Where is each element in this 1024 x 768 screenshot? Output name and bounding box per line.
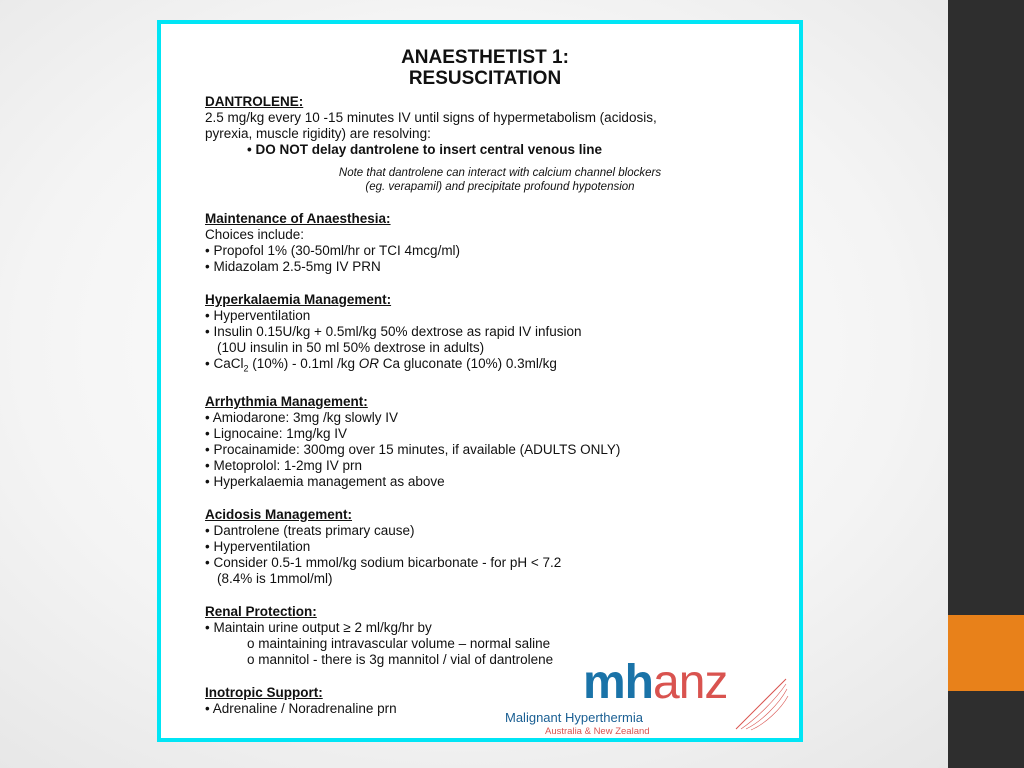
list-item: • Dantrolene (treats primary cause) [205, 522, 415, 538]
cacl-dose: (10%) - 0.1ml /kg [248, 356, 359, 371]
dantrolene-heading: DANTROLENE: [205, 94, 304, 109]
list-item-continuation: (10U insulin in 50 ml 50% dextrose in adults) [217, 340, 485, 355]
dantrolene-note [205, 166, 765, 194]
logo-region: Australia & New Zealand [545, 726, 650, 737]
list-item: • Consider 0.5-1 mmol/kg sodium bicarbonate - for pH < 7.2 [205, 554, 562, 570]
orange-accent-block [948, 615, 1024, 691]
note-line-1: Note that dantrolene can interact with calcium channel blockers [338, 167, 662, 179]
or-text: OR [358, 356, 380, 371]
page-title [205, 47, 765, 89]
list-item: • Propofol 1% (30-50ml/hr or TCI 4mcg/ml) [205, 243, 461, 258]
sub-list-item: o mannitol - there is 3g mannitol / vial of dantrolene [247, 651, 554, 667]
hyperkalaemia-heading: Hyperkalaemia Management: [205, 292, 392, 307]
logo-name: Malignant Hyperthermia [505, 710, 644, 725]
inotropic-heading: Inotropic Support: [205, 684, 323, 700]
feather-icon [731, 674, 791, 734]
list-item: • Hyperventilation [205, 538, 311, 554]
dantrolene-line-2: pyrexia, muscle rigidity) are resolving: [205, 126, 431, 141]
logo-wordmark [583, 658, 727, 708]
list-item: • Amiodarone: 3mg /kg slowly IV [205, 409, 399, 425]
list-item: • Procainamide: 300mg over 15 minutes, if available (ADULTS ONLY) [205, 441, 621, 457]
list-item-cacl2 [205, 356, 765, 377]
acidosis-heading: Acidosis Management: [205, 506, 353, 522]
protocol-document [205, 47, 765, 717]
list-item-continuation: (8.4% is 1mmol/ml) [217, 570, 333, 586]
gluconate-dose: Ca gluconate (10%) 0.3ml/kg [379, 356, 557, 371]
title-line-1: ANAESTHETIST 1: [401, 47, 569, 68]
list-item: • Metoprolol: 1-2mg IV prn [205, 457, 363, 473]
protocol-card [157, 20, 803, 742]
logo-anz: anz [653, 656, 728, 709]
list-item: • Insulin 0.15U/kg + 0.5ml/kg 50% dextrose as rapid IV infusion [205, 324, 582, 339]
note-line-2: (eg. verapamil) and precipitate profound hypotension [365, 181, 635, 193]
list-item: • Hyperventilation [205, 308, 311, 323]
list-item: • Hyperkalaemia management as above [205, 473, 445, 489]
arrhythmia-heading: Arrhythmia Management: [205, 393, 368, 409]
title-line-2: RESUSCITATION [408, 68, 562, 89]
mhanz-logo [505, 656, 781, 737]
list-item: • Lignocaine: 1mg/kg IV [205, 425, 348, 441]
maintenance-intro: Choices include: [205, 227, 305, 242]
sub-list-item: o maintaining intravascular volume – normal saline [247, 635, 551, 651]
renal-heading: Renal Protection: [205, 603, 317, 619]
list-item: • Maintain urine output ≥ 2 ml/kg/hr by [205, 619, 432, 635]
subscript-2: 2 [243, 363, 249, 374]
dantrolene-line-1: 2.5 mg/kg every 10 -15 minutes IV until signs of hypermetabolism (acidosis, [205, 110, 657, 125]
cacl-text: • CaCl [205, 356, 244, 371]
logo-mh: mh [583, 656, 653, 709]
maintenance-heading: Maintenance of Anaesthesia: [205, 211, 391, 226]
list-item: • Midazolam 2.5-5mg IV PRN [205, 259, 381, 274]
list-item: • Adrenaline / Noradrenaline prn [205, 700, 397, 716]
dantrolene-warning: • DO NOT delay dantrolene to insert central venous line [247, 142, 603, 157]
